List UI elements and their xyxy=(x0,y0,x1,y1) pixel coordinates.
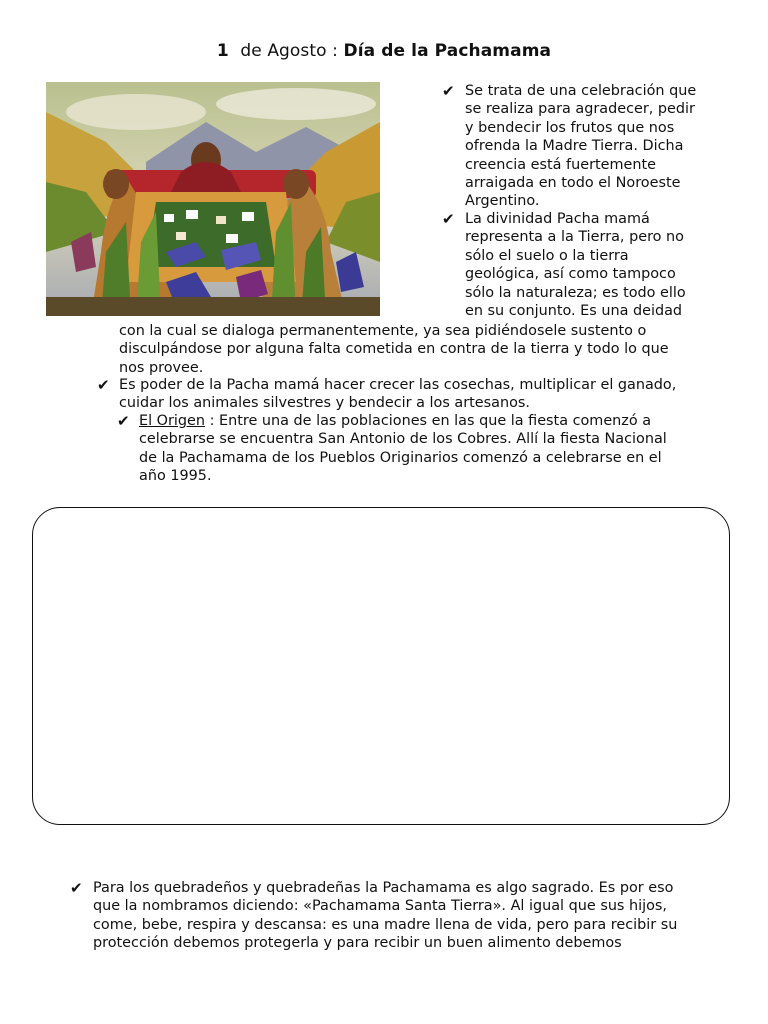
title-date: de Agosto : xyxy=(240,41,338,61)
bullet-2-line: representa a la Tierra, pero no xyxy=(465,229,684,246)
bullet-2-line: en su conjunto. Es una deidad xyxy=(465,303,683,320)
bullet-3-line: Es poder de la Pacha mamá hacer crecer las cosechas, multiplicar el ganado, xyxy=(119,377,677,393)
bullet-1-line: ofrenda la Madre Tierra. Dicha xyxy=(465,138,684,155)
bullet-2-cont-line: con la cual se dialoga permanentemente, ya sea pidiéndosele sustento o xyxy=(119,323,647,339)
bullet-1-line: arraigada en todo el Noroeste xyxy=(465,175,681,192)
bullet-4-line: año 1995. xyxy=(139,468,212,485)
origin-label: El Origen xyxy=(139,413,206,429)
bullet-2-text xyxy=(465,210,723,320)
bullet-5-line: Para los quebradeños y quebradeñas la Pachamama es algo sagrado. Es por eso xyxy=(93,880,674,896)
bullet-5-line: que la nombramos diciendo: «Pachamama Santa Tierra». Al igual que sus hijos, xyxy=(93,898,668,915)
bullet-4-line: de la Pachamama de los Pueblos Originarios comenzó a celebrarse en el xyxy=(139,449,662,466)
check-icon: ✔ xyxy=(442,210,455,228)
bullet-1-line: Argentino. xyxy=(465,193,540,210)
check-icon: ✔ xyxy=(117,412,130,430)
title-bold: Día de la Pachamama xyxy=(343,41,552,61)
bullet-4-first-line xyxy=(139,412,721,430)
page-title xyxy=(0,41,768,61)
bullet-3-line: cuidar los animales silvestres y bendecir a los artesanos. xyxy=(119,395,530,412)
bullet-2-continuation xyxy=(119,322,729,377)
check-icon: ✔ xyxy=(442,82,455,100)
drawing-box xyxy=(32,507,730,825)
bullet-4-line: celebrarse se encuentra San Antonio de los Cobres. Allí la fiesta Nacional xyxy=(139,431,667,448)
bullet-5-line: come, bebe, respira y descansa: es una madre llena de vida, pero para recibir su xyxy=(93,916,678,933)
painting-svg xyxy=(46,82,380,316)
bullet-2-line: La divinidad Pacha mamá xyxy=(465,211,650,227)
bullet-2-cont-line: disculpándose por alguna falta cometida en contra de la tierra y todo lo que xyxy=(119,341,669,358)
bullet-2-line: sólo el suelo o la tierra xyxy=(465,247,629,264)
check-icon: ✔ xyxy=(97,376,110,394)
bullet-2-line: geológica, así como tampoco xyxy=(465,266,676,283)
title-number: 1 xyxy=(216,41,229,61)
pachamama-painting-icon xyxy=(46,82,380,316)
origin-first-rest: : Entre una de las poblaciones en las que la fiesta comenzó a xyxy=(205,413,652,429)
bullet-2-cont-line: nos provee. xyxy=(119,359,204,376)
bullet-1-text xyxy=(465,82,721,211)
check-icon: ✔ xyxy=(70,879,83,897)
bullet-3-text xyxy=(119,376,729,413)
bullet-1-line: y bendecir los frutos que nos xyxy=(465,119,675,136)
bullet-1-line: Se trata de una celebración que xyxy=(465,83,697,99)
bullet-5-text xyxy=(93,879,721,953)
bullet-4-text xyxy=(139,412,721,486)
bullet-2-line: sólo la naturaleza; es todo ello xyxy=(465,284,686,301)
bullet-1-line: creencia está fuertemente xyxy=(465,156,656,173)
bullet-1-line: se realiza para agradecer, pedir xyxy=(465,101,695,118)
bullet-5-line: protección debemos protegerla y para recibir un buen alimento debemos xyxy=(93,935,622,952)
